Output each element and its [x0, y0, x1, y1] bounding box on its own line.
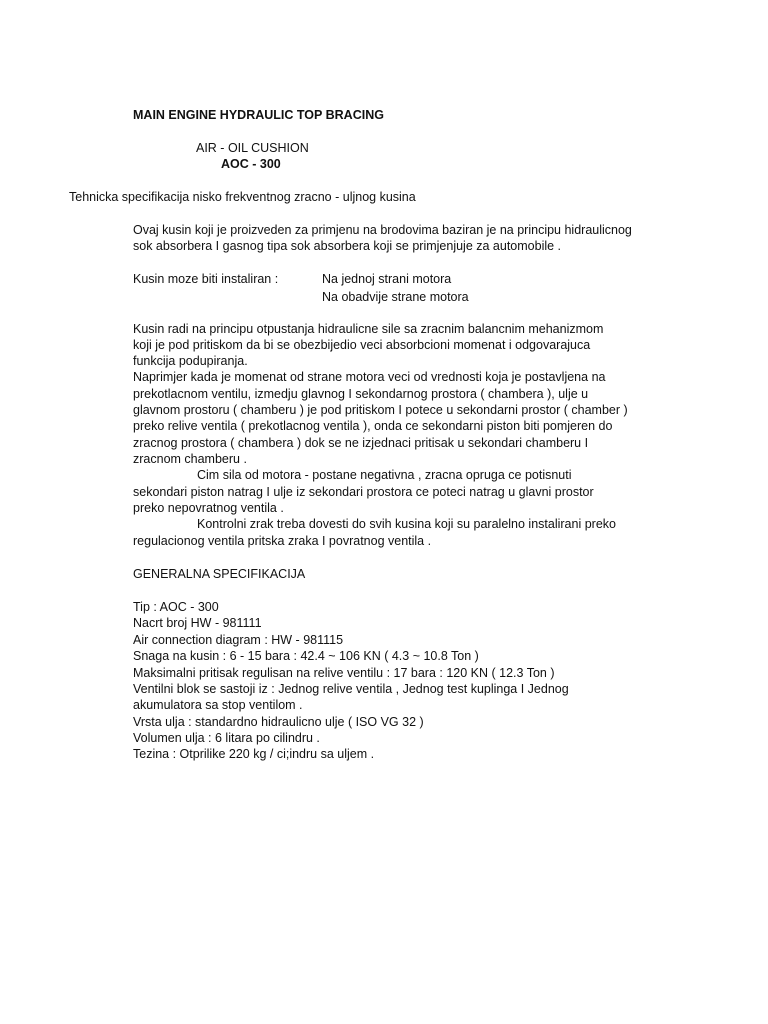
install-option: Na obadvije strane motora [322, 290, 469, 304]
spec-line: Snaga na kusin : 6 - 15 bara : 42.4 ~ 106 KN ( 4.3 ~ 10.8 Ton ) [133, 649, 479, 663]
install-label: Kusin moze biti instaliran : [133, 272, 279, 286]
paragraph-line: Cim sila od motora - postane negativna , zracna opruga ce potisnuti [197, 468, 572, 482]
spec-line: Maksimalni pritisak regulisan na relive ventilu : 17 bara : 120 KN ( 12.3 Ton ) [133, 666, 555, 680]
paragraph-line: preko nepovratnog ventila . [133, 501, 284, 515]
paragraph-line: funkcija podupiranja. [133, 354, 248, 368]
model-name: AOC - 300 [221, 157, 281, 171]
paragraph-line: regulacionog ventila pritska zraka I povratnog ventila . [133, 534, 432, 548]
spec-line: Nacrt broj HW - 981111 [133, 616, 262, 630]
spec-line: Vrsta ulja : standardno hidraulicno ulje ( ISO VG 32 ) [133, 715, 424, 729]
paragraph-line: prekotlacnom ventilu, izmedju glavnog I sekondarnog prostora ( chambera ), ulje u [133, 387, 589, 401]
spec-line: akumulatora sa stop ventilom . [133, 698, 303, 712]
document-subtitle: AIR - OIL CUSHION [196, 141, 309, 155]
paragraph-line: Kusin radi na principu otpustanja hidraulicne sile sa zracnim balancnim mehanizmom [133, 322, 604, 336]
paragraph-line: zracnom chamberu . [133, 452, 247, 466]
paragraph-line: Kontrolni zrak treba dovesti do svih kusina koji su paralelno instalirani preko [197, 517, 616, 531]
install-option: Na jednoj strani motora [322, 272, 452, 286]
spec-heading: GENERALNA SPECIFIKACIJA [133, 567, 306, 581]
paragraph-line: zracnog prostora ( chambera ) dok se ne izjednaci pritisak u sekondari chamberu I [133, 436, 589, 450]
paragraph-line: sekondari piston natrag I ulje iz sekondari prostora ce poteci natrag u glavni prostor [133, 485, 594, 499]
intro-text: Tehnicka specifikacija nisko frekventnog zracno - uljnog kusina [69, 190, 416, 204]
spec-line: Ventilni blok se sastoji iz : Jednog relive ventila , Jednog test kuplinga I Jednog [133, 682, 569, 696]
paragraph-line: koji je pod pritiskom da bi se obezbijedio veci absorbcioni momenat i odgovarajuca [133, 338, 591, 352]
spec-line: Tezina : Otprilike 220 kg / ci;indru sa uljem . [133, 747, 375, 761]
spec-line: Air connection diagram : HW - 981115 [133, 633, 344, 647]
spec-line: Tip : AOC - 300 [133, 600, 219, 614]
paragraph-line: Naprimjer kada je momenat od strane motora veci od vrednosti koja je postavljena na [133, 370, 606, 384]
paragraph-line: glavnom prostoru ( chamberu ) je pod pritiskom I potece u sekondarni prostor ( chamber ) [133, 403, 628, 417]
paragraph-line: Ovaj kusin koji je proizveden za primjenu na brodovima baziran je na principu hidraulicnog [133, 223, 632, 237]
paragraph-line: preko relive ventila ( prekotlacnog ventila ), onda ce sekondarni piston biti pomjeren do [133, 419, 613, 433]
document-title: MAIN ENGINE HYDRAULIC TOP BRACING [133, 108, 384, 122]
spec-line: Volumen ulja : 6 litara po cilindru . [133, 731, 320, 745]
paragraph-line: sok absorbera I gasnog tipa sok absorbera koji se primjenjuje za automobile . [133, 239, 562, 253]
